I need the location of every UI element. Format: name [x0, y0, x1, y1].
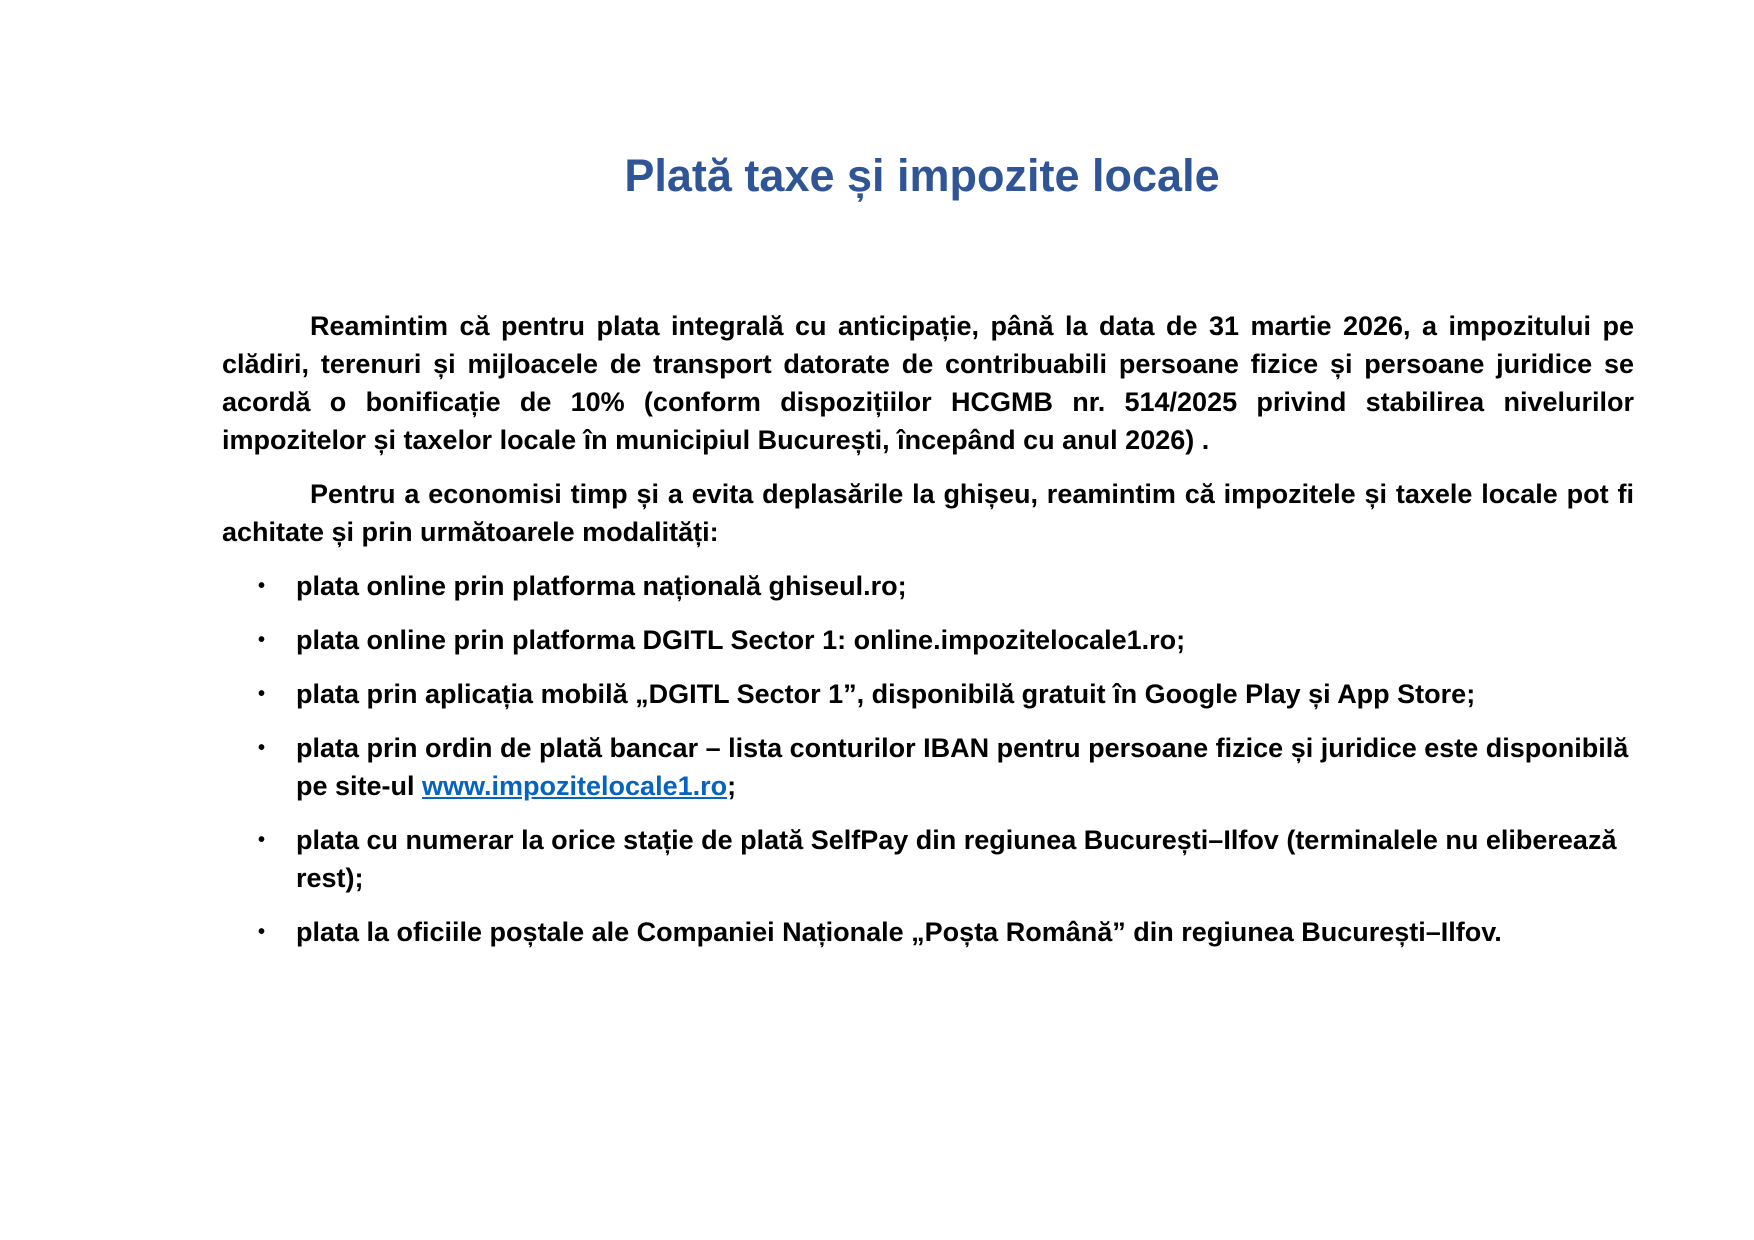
bullet-icon: •	[258, 921, 266, 943]
paragraph-payment-methods-intro: Pentru a economisi timp și a evita deplasările la ghișeu, reamintim că impozitele și taxele locale pot fi achitate și prin următoarele modalități:	[222, 479, 1634, 547]
bullet-icon: •	[258, 575, 266, 597]
paragraph-bonus-info: Reamintim că pentru plata integrală cu anticipație, până la data de 31 martie 2026, a impozitului pe clădiri, terenuri și mijloacele de transport datorate de contribuabili persoane fizice și persoane juridice se acordă o bonificație de 10% (conform dispozițiilor HCGMB nr. 514/2025 privind stabilirea nivelurilor impozitelor și taxelor locale în municipiul București, începând cu anul 2026) .	[222, 311, 1634, 455]
bullet-icon: •	[258, 829, 266, 851]
list-item	[222, 913, 1634, 951]
list-item-text-end: ;	[727, 771, 737, 801]
list-item-text: plata prin aplicația mobilă „DGITL Sector 1”, disponibilă gratuit în Google Play și App Store;	[296, 679, 1476, 709]
document-body	[222, 307, 1634, 967]
list-item	[222, 729, 1634, 805]
website-link[interactable]: www.impozitelocale1.ro	[422, 771, 728, 801]
list-item-text: plata cu numerar la orice stație de plată SelfPay din regiunea București–Ilfov (terminalele nu eliberează rest);	[296, 825, 1617, 893]
page-title: Plată taxe și impozite locale	[624, 150, 1220, 201]
list-item-text: plata online prin platforma DGITL Sector 1: online.impozitelocale1.ro;	[296, 625, 1186, 655]
list-item	[222, 567, 1634, 605]
list-item	[222, 675, 1634, 713]
list-item-text: plata la oficiile poștale ale Companiei Naționale „Poșta Română” din regiunea București–Ilfov.	[296, 917, 1502, 947]
payment-methods-list	[222, 567, 1634, 951]
bullet-icon: •	[258, 737, 266, 759]
list-item	[222, 821, 1634, 897]
bullet-icon: •	[258, 629, 266, 651]
list-item	[222, 621, 1634, 659]
list-item-text-start: plata prin ordin de plată bancar – lista conturilor IBAN pentru persoane fizice și juridice este disponibilă pe site-ul	[296, 733, 1629, 801]
list-item-text	[296, 733, 1628, 801]
list-item-text: plata online prin platforma națională ghiseul.ro;	[296, 571, 907, 601]
bullet-icon: •	[258, 683, 266, 705]
